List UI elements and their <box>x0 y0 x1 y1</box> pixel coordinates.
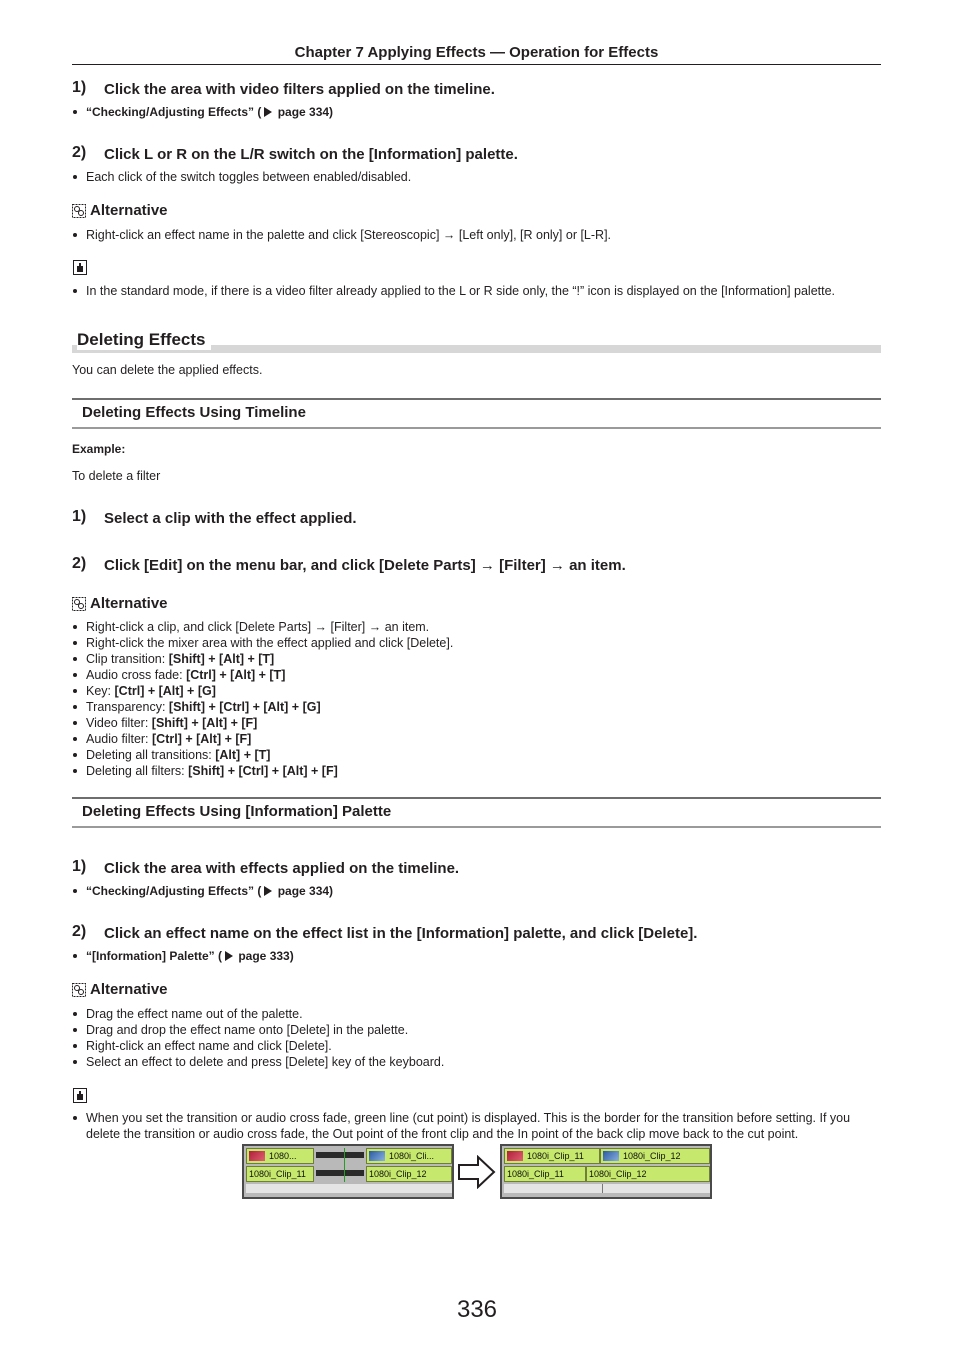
shortcut-keys: [Shift] + [Ctrl] + [Alt] + [F] <box>188 764 338 778</box>
shortcut-keys: [Ctrl] + [Alt] + [F] <box>152 732 252 746</box>
section-intro: You can delete the applied effects. <box>72 363 263 377</box>
clip-thumbnail <box>507 1151 523 1161</box>
cross-reference[interactable]: “Checking/Adjusting Effects” ( page 334) <box>72 104 333 120</box>
page-number: 336 <box>456 1296 498 1323</box>
example-text: To delete a filter <box>72 469 161 483</box>
audio-clip[interactable] <box>504 1166 586 1182</box>
alternative-label: Alternative <box>90 981 168 998</box>
clip-label: 1080i_Clip_11 <box>249 1169 306 1179</box>
note-list <box>72 1110 872 1142</box>
list-item: Right-click the mixer area with the effect applied and click [Delete]. <box>72 635 453 651</box>
audio-clip[interactable] <box>366 1166 452 1182</box>
list-item: Right-click an effect name and click [Delete]. <box>72 1038 444 1054</box>
track-divider <box>602 1184 603 1193</box>
video-clip[interactable] <box>504 1148 600 1164</box>
subsection-header <box>72 398 881 429</box>
cross-reference[interactable]: “Checking/Adjusting Effects” ( page 334) <box>72 883 333 899</box>
alternative-list <box>72 227 611 243</box>
running-header: Chapter 7 Applying Effects — Operation for Effects <box>294 44 659 61</box>
cross-fade-area[interactable] <box>316 1170 364 1176</box>
shortcut-keys: [Ctrl] + [Alt] + [T] <box>186 668 286 682</box>
alternative-label: Alternative <box>90 202 168 219</box>
header-rule <box>72 64 881 65</box>
shortcut-keys: [Shift] + [Alt] + [T] <box>168 652 275 666</box>
list-item: Transparency: [Shift] + [Ctrl] + [Alt] + [G] <box>72 699 453 715</box>
note-icon <box>73 1088 87 1103</box>
step-number: 2) <box>72 923 87 940</box>
alternative-heading <box>72 202 168 220</box>
note-icon <box>73 260 87 275</box>
step-text: Click L or R on the L/R switch on the [Information] palette. <box>104 146 518 163</box>
alternative-icon <box>72 983 86 997</box>
clip-label: 1080i_Clip_12 <box>369 1169 427 1179</box>
list-item: Each click of the switch toggles between enabled/disabled. <box>72 169 411 185</box>
clip-label: 1080... <box>269 1151 297 1161</box>
video-clip[interactable] <box>600 1148 710 1164</box>
alternative-label: Alternative <box>90 595 168 612</box>
alternative-list <box>72 1006 444 1070</box>
example-label: Example: <box>72 442 126 456</box>
page-arrow-icon <box>225 951 233 961</box>
list-item: Select an effect to delete and press [Delete] key of the keyboard. <box>72 1054 444 1070</box>
shortcut-keys: [Shift] + [Ctrl] + [Alt] + [G] <box>168 700 321 714</box>
clip-label: 1080i_Clip_12 <box>589 1169 647 1179</box>
clip-label: 1080i_Clip_11 <box>507 1169 564 1179</box>
timeline-track-empty <box>504 1184 710 1193</box>
step-number: 1) <box>72 858 87 875</box>
clip-label: 1080i_Cli... <box>389 1151 435 1161</box>
subsection-title: Deleting Effects Using Timeline <box>82 404 306 421</box>
list-item: When you set the transition or audio cross fade, green line (cut point) is displayed. This is the border for the transition before setting. If you delete the transition or audio cross fade, the Out point of the front clip and the In point of the back clip move back to the cut point. <box>72 1110 872 1142</box>
video-clip[interactable] <box>366 1148 452 1164</box>
step-number: 1) <box>72 508 87 525</box>
bullet-list <box>72 169 411 185</box>
timeline-before <box>242 1144 454 1199</box>
clip-label: 1080i_Clip_12 <box>623 1151 681 1161</box>
cross-reference[interactable]: “[Information] Palette” ( page 333) <box>72 948 294 964</box>
alternative-heading <box>72 595 168 613</box>
alternative-heading <box>72 981 168 999</box>
timeline-after <box>500 1144 712 1199</box>
list-item: Right-click an effect name in the palette and click [Stereoscopic] → [Left only], [R only] or [L-R]. <box>72 227 611 243</box>
alternative-icon <box>72 597 86 611</box>
reference-list <box>72 104 333 120</box>
subsection-header <box>72 797 881 828</box>
list-item: Video filter: [Shift] + [Alt] + [F] <box>72 715 453 731</box>
step-text: Click the area with video filters applied on the timeline. <box>104 81 495 98</box>
audio-clip[interactable] <box>246 1166 314 1182</box>
note-list <box>72 283 835 299</box>
arrow-right-icon <box>458 1155 496 1189</box>
list-item: Drag and drop the effect name onto [Delete] in the palette. <box>72 1022 444 1038</box>
reference-list <box>72 948 294 964</box>
list-item: Deleting all filters: [Shift] + [Ctrl] + [Alt] + [F] <box>72 763 453 779</box>
video-clip[interactable] <box>246 1148 314 1164</box>
list-item: Key: [Ctrl] + [Alt] + [G] <box>72 683 453 699</box>
list-item: Clip transition: [Shift] + [Alt] + [T] <box>72 651 453 667</box>
clip-thumbnail <box>603 1151 619 1161</box>
step-text: Click an effect name on the effect list in the [Information] palette, and click [Delete]. <box>104 925 698 942</box>
clip-thumbnail <box>369 1151 385 1161</box>
list-item: Deleting all transitions: [Alt] + [T] <box>72 747 453 763</box>
page-arrow-icon <box>264 107 272 117</box>
step-number: 1) <box>72 79 87 96</box>
list-item: Drag the effect name out of the palette. <box>72 1006 444 1022</box>
section-title: Deleting Effects <box>77 330 211 350</box>
step-number: 2) <box>72 555 87 572</box>
step-text: Click [Edit] on the menu bar, and click [Delete Parts] → [Filter] → an item. <box>104 557 626 574</box>
page-arrow-icon <box>264 886 272 896</box>
alternative-list <box>72 619 453 779</box>
list-item: Audio filter: [Ctrl] + [Alt] + [F] <box>72 731 453 747</box>
list-item: Right-click a clip, and click [Delete Parts] → [Filter] → an item. <box>72 619 453 635</box>
step-text: Click the area with effects applied on the timeline. <box>104 860 460 877</box>
list-item: In the standard mode, if there is a video filter already applied to the L or R side only, the “!” icon is displayed on the [Information] palette. <box>72 283 835 299</box>
cut-point-line <box>344 1148 345 1182</box>
shortcut-keys: [Ctrl] + [Alt] + [G] <box>114 684 216 698</box>
alternative-icon <box>72 204 86 218</box>
shortcut-keys: [Alt] + [T] <box>215 748 271 762</box>
subsection-title: Deleting Effects Using [Information] Palette <box>82 803 392 820</box>
list-item: Audio cross fade: [Ctrl] + [Alt] + [T] <box>72 667 453 683</box>
step-text: Select a clip with the effect applied. <box>104 510 357 527</box>
timeline-track-empty <box>246 1184 452 1193</box>
transition-area[interactable] <box>316 1152 364 1158</box>
step-number: 2) <box>72 144 87 161</box>
reference-list <box>72 883 333 899</box>
clip-thumbnail <box>249 1151 265 1161</box>
clip-label: 1080i_Clip_11 <box>527 1151 584 1161</box>
shortcut-keys: [Shift] + [Alt] + [F] <box>151 716 258 730</box>
audio-clip[interactable] <box>586 1166 710 1182</box>
